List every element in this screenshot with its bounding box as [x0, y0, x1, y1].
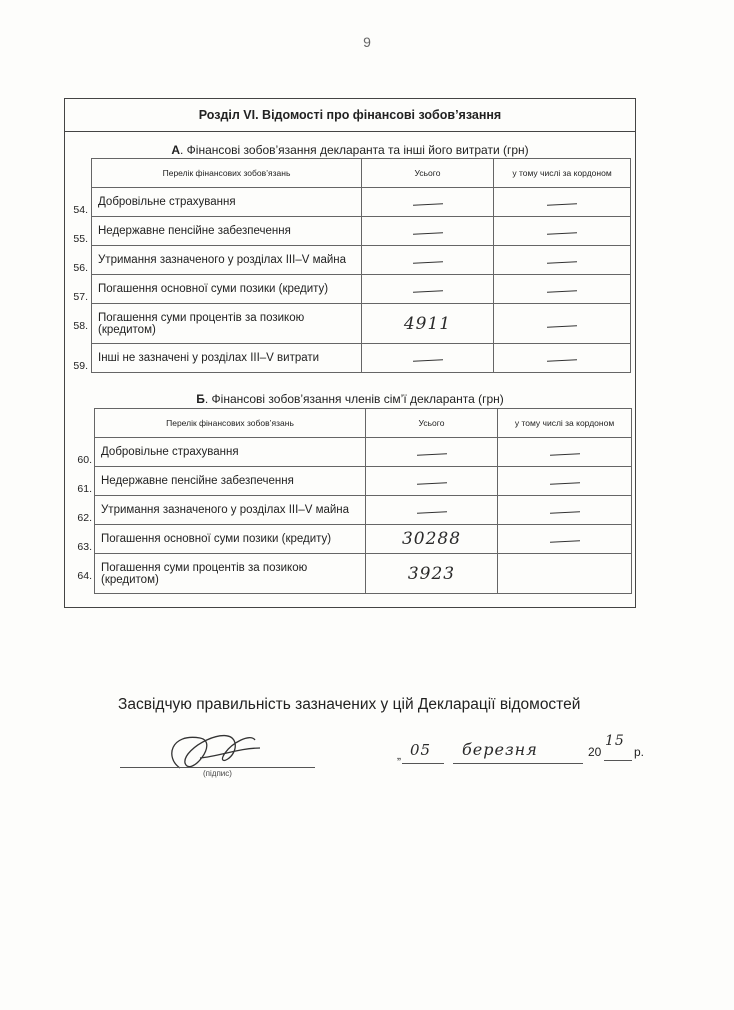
header-abroad: у тому числі за кордоном: [494, 159, 631, 188]
date-open-quote: „: [397, 748, 401, 762]
row-number: 59.: [73, 360, 88, 372]
row-label: Утримання зазначеного у розділах III–V майна: [92, 246, 362, 275]
date-day: 05: [410, 741, 432, 759]
row-label: Утримання зазначеного у розділах III–V майна: [95, 496, 366, 525]
row-total-handwritten: 3923: [366, 554, 498, 594]
row-label: Добровільне страхування: [92, 188, 362, 217]
row-abroad: [494, 275, 631, 304]
row-label: Недержавне пенсійне забезпечення: [92, 217, 362, 246]
part-b-table: [94, 408, 632, 594]
row-total: [362, 188, 494, 217]
row-label: Недержавне пенсійне забезпечення: [95, 467, 366, 496]
signature-line: [120, 767, 315, 768]
table-row: [92, 344, 631, 373]
row-number: 55.: [73, 233, 88, 245]
row-number: 57.: [73, 291, 88, 303]
date-year-prefix: 20: [588, 745, 602, 759]
row-label: Добровільне страхування: [95, 438, 366, 467]
row-number: 56.: [73, 262, 88, 274]
date-year-line: [604, 760, 632, 761]
part-a-table: [91, 158, 631, 373]
row-label: Інші не зазначені у розділах III–V витрати: [92, 344, 362, 373]
signature-label: (підпис): [203, 769, 232, 778]
row-number: 60.: [77, 454, 92, 466]
row-number: 61.: [77, 483, 92, 495]
table-header-row: [92, 159, 631, 188]
row-abroad: [498, 525, 632, 554]
table-row: [95, 554, 632, 594]
table-row: [92, 246, 631, 275]
table-row: [92, 275, 631, 304]
table-header-row: [95, 409, 632, 438]
date-month-line: [453, 763, 583, 764]
row-abroad: [494, 246, 631, 275]
row-total: [366, 496, 498, 525]
part-b-title: Б. Фінансові зобов’язання членів сім’ї декларанта (грн): [196, 392, 504, 406]
row-number: 62.: [77, 512, 92, 524]
header-list: Перелік фінансових зобов’язань: [95, 409, 366, 438]
row-label: Погашення основної суми позики (кредиту): [95, 525, 366, 554]
row-number: 63.: [77, 541, 92, 553]
row-total-handwritten: 30288: [366, 525, 498, 554]
table-row: [95, 525, 632, 554]
row-total: [362, 275, 494, 304]
row-total: [362, 217, 494, 246]
row-number: 54.: [73, 204, 88, 216]
date-year-abbr: р.: [634, 745, 645, 759]
part-a-title: А. Фінансові зобов’язання декларанта та інші його витрати (грн): [171, 143, 529, 157]
row-number: 58.: [73, 320, 88, 332]
table-row: [95, 496, 632, 525]
certification-text: Засвідчую правильність зазначених у цій Декларації відомостей: [118, 696, 581, 713]
date-day-line: [402, 763, 444, 764]
row-abroad: [498, 467, 632, 496]
row-total: [362, 344, 494, 373]
header-abroad: у тому числі за кордоном: [498, 409, 632, 438]
row-abroad: [498, 554, 632, 594]
row-label: Погашення основної суми позики (кредиту): [92, 275, 362, 304]
table-row: [92, 304, 631, 344]
row-abroad: [494, 217, 631, 246]
header-total: Усього: [362, 159, 494, 188]
section-title: Розділ VI. Відомості про фінансові зобов’язання: [65, 99, 635, 132]
table-row: [92, 217, 631, 246]
table-row: [95, 438, 632, 467]
row-abroad: [494, 304, 631, 344]
row-number: 64.: [77, 570, 92, 582]
date-month: березня: [462, 740, 538, 759]
table-row: [95, 467, 632, 496]
row-total: [366, 438, 498, 467]
header-list: Перелік фінансових зобов’язань: [92, 159, 362, 188]
date-year-suffix: 15: [605, 733, 625, 749]
row-abroad: [498, 496, 632, 525]
row-label: Погашення суми процентів за позикою (кредитом): [95, 554, 366, 594]
row-abroad: [494, 344, 631, 373]
row-abroad: [494, 188, 631, 217]
row-total: [366, 467, 498, 496]
row-total: [362, 246, 494, 275]
row-abroad: [498, 438, 632, 467]
header-total: Усього: [366, 409, 498, 438]
table-row: [92, 188, 631, 217]
page-number: 9: [363, 34, 371, 50]
row-total-handwritten: 4911: [362, 304, 494, 344]
row-label: Погашення суми процентів за позикою (кредитом): [92, 304, 362, 344]
